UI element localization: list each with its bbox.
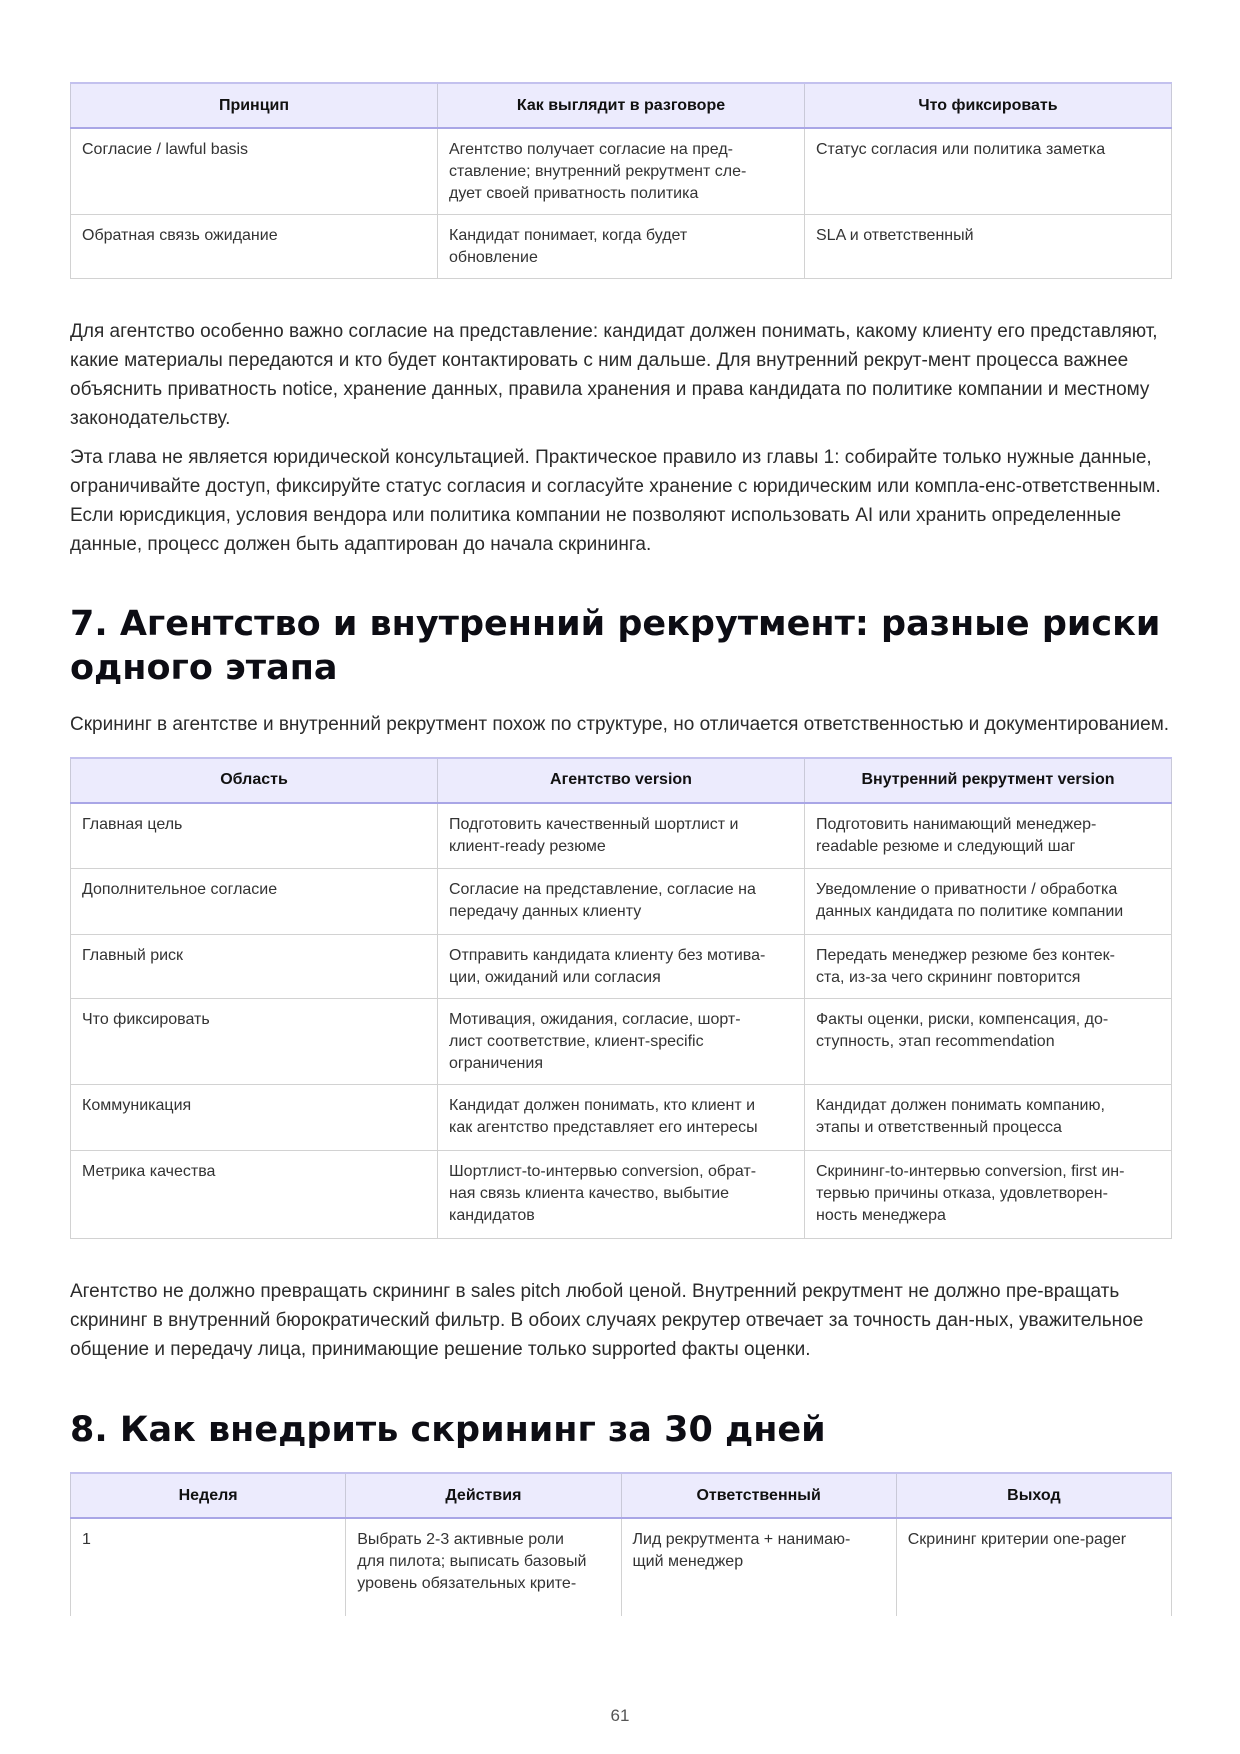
table-row [71,869,1172,935]
column-header: Как выглядит в разговоре [438,83,805,128]
table-header-row [71,83,1172,128]
paragraph: Эта глава не является юридической консультацией. Практическое правило из главы 1: собирайте только нужные данные, ограничивайте доступ, фиксируйте статус согласия и согласуйте хранение с юридическим или компла-енс-ответственным. Если юрисдикция, условия вендора или политика компании не позволяют использовать AI или хранить определенные данные, процесс должен быть адаптирован до начала скрининга. [70,446,1161,555]
table-row [71,999,1172,1085]
table-cell: Кандидат должен понимать, кто клиент и как агентство представляет его интересы [438,1085,805,1151]
table-cell: Кандидат должен понимать компанию, этапы и ответственный процесса [805,1085,1172,1151]
table-cell: Факты оценки, риски, компенсация, до- ступность, этап recommendation [805,999,1172,1085]
column-header: Внутренний рекрутмент version [805,758,1172,803]
paragraph: Для агентство особенно важно согласие на представление: кандидат должен понимать, какому клиенту его представляют, какие материалы передаются и кто будет контактировать с ним дальше. Для внутренний рекрут-мент процесса важнее объяснить приватность notice, хранение данных, правила хранения и права кандидата по политике компании и местному законодательству. [70,320,1158,429]
table-cell: Мотивация, ожидания, согласие, шорт- лист соответствие, клиент-specific ограничения [438,999,805,1085]
comparison-table [70,757,1172,1240]
column-header: Что фиксировать [805,83,1172,128]
table-row [71,1518,1172,1616]
table-header-row [71,1473,1172,1518]
section-heading: 7. Агентство и внутренний рекрутмент: разные риски одного этапа [70,603,1161,688]
table-cell: Обратная связь ожидание [71,214,438,278]
table-cell: Согласие / lawful basis [71,128,438,214]
column-header: Область [71,758,438,803]
table-cell: Статус согласия или политика заметка [805,128,1172,214]
table-cell: Согласие на представление, согласие на передачу данных клиенту [438,869,805,935]
table-cell: Главная цель [71,803,438,869]
column-header: Агентство version [438,758,805,803]
table-cell: 1 [71,1518,346,1616]
table-row [71,935,1172,999]
column-header: Неделя [71,1473,346,1518]
table-cell: Уведомление о приватности / обработка данных кандидата по политике компании [805,869,1172,935]
table-cell: Подготовить нанимающий менеджер- readable резюме и следующий шаг [805,803,1172,869]
column-header: Действия [346,1473,621,1518]
principles-table [70,82,1172,279]
table-cell: Передать менеджер резюме без контек- ста, из-за чего скрининг повторится [805,935,1172,999]
table-cell: Коммуникация [71,1085,438,1151]
column-header: Принцип [71,83,438,128]
table-cell: Подготовить качественный шортлист и клиент-ready резюме [438,803,805,869]
table-cell: Агентство получает согласие на пред- ставление; внутренний рекрутмент сле- дует своей приватность политика [438,128,805,214]
table-cell: Главный риск [71,935,438,999]
table-row [71,803,1172,869]
table-cell: Что фиксировать [71,999,438,1085]
table-cell: Скрининг критерии one-pager [896,1518,1171,1616]
table-cell: Метрика качества [71,1151,438,1239]
section-intro: Скрининг в агентстве и внутренний рекрутмент похож по структуре, но отличается ответственностью и документированием. [70,713,1170,735]
table-cell: Скрининг-to-интервью conversion, first ин- тервью причины отказа, удовлетворен- ность менеджера [805,1151,1172,1239]
table-row [71,1151,1172,1239]
table-cell: Отправить кандидата клиенту без мотива- ции, ожиданий или согласия [438,935,805,999]
table-row [71,214,1172,278]
section-heading: 8. Как внедрить скрининг за 30 дней [70,1410,826,1450]
table-cell: Лид рекрутмента + нанимаю- щий менеджер [621,1518,896,1616]
column-header: Выход [896,1473,1171,1518]
page-content [70,82,1172,1616]
table-cell: Шортлист-to-интервью conversion, обрат- ная связь клиента качество, выбытие кандидатов [438,1151,805,1239]
table-header-row [71,758,1172,803]
table-cell: Дополнительное согласие [71,869,438,935]
table-cell: Выбрать 2-3 активные роли для пилота; выписать базовый уровень обязательных крите- [346,1518,621,1616]
table-row [71,128,1172,214]
column-header: Ответственный [621,1473,896,1518]
page-number: 61 [610,1706,630,1725]
table-row [71,1085,1172,1151]
table-cell: SLA и ответственный [805,214,1172,278]
rollout-table [70,1472,1172,1616]
table-cell: Кандидат понимает, когда будет обновление [438,214,805,278]
paragraph: Агентство не должно превращать скрининг в sales pitch любой ценой. Внутренний рекрутмент не должно пре-вращать скрининг в внутренний бюрократический фильтр. В обоих случаях рекрутер отвечает за точность дан-ных, уважительное общение и передачу лица, принимающие решение только supported факты оценки. [70,1281,1144,1360]
